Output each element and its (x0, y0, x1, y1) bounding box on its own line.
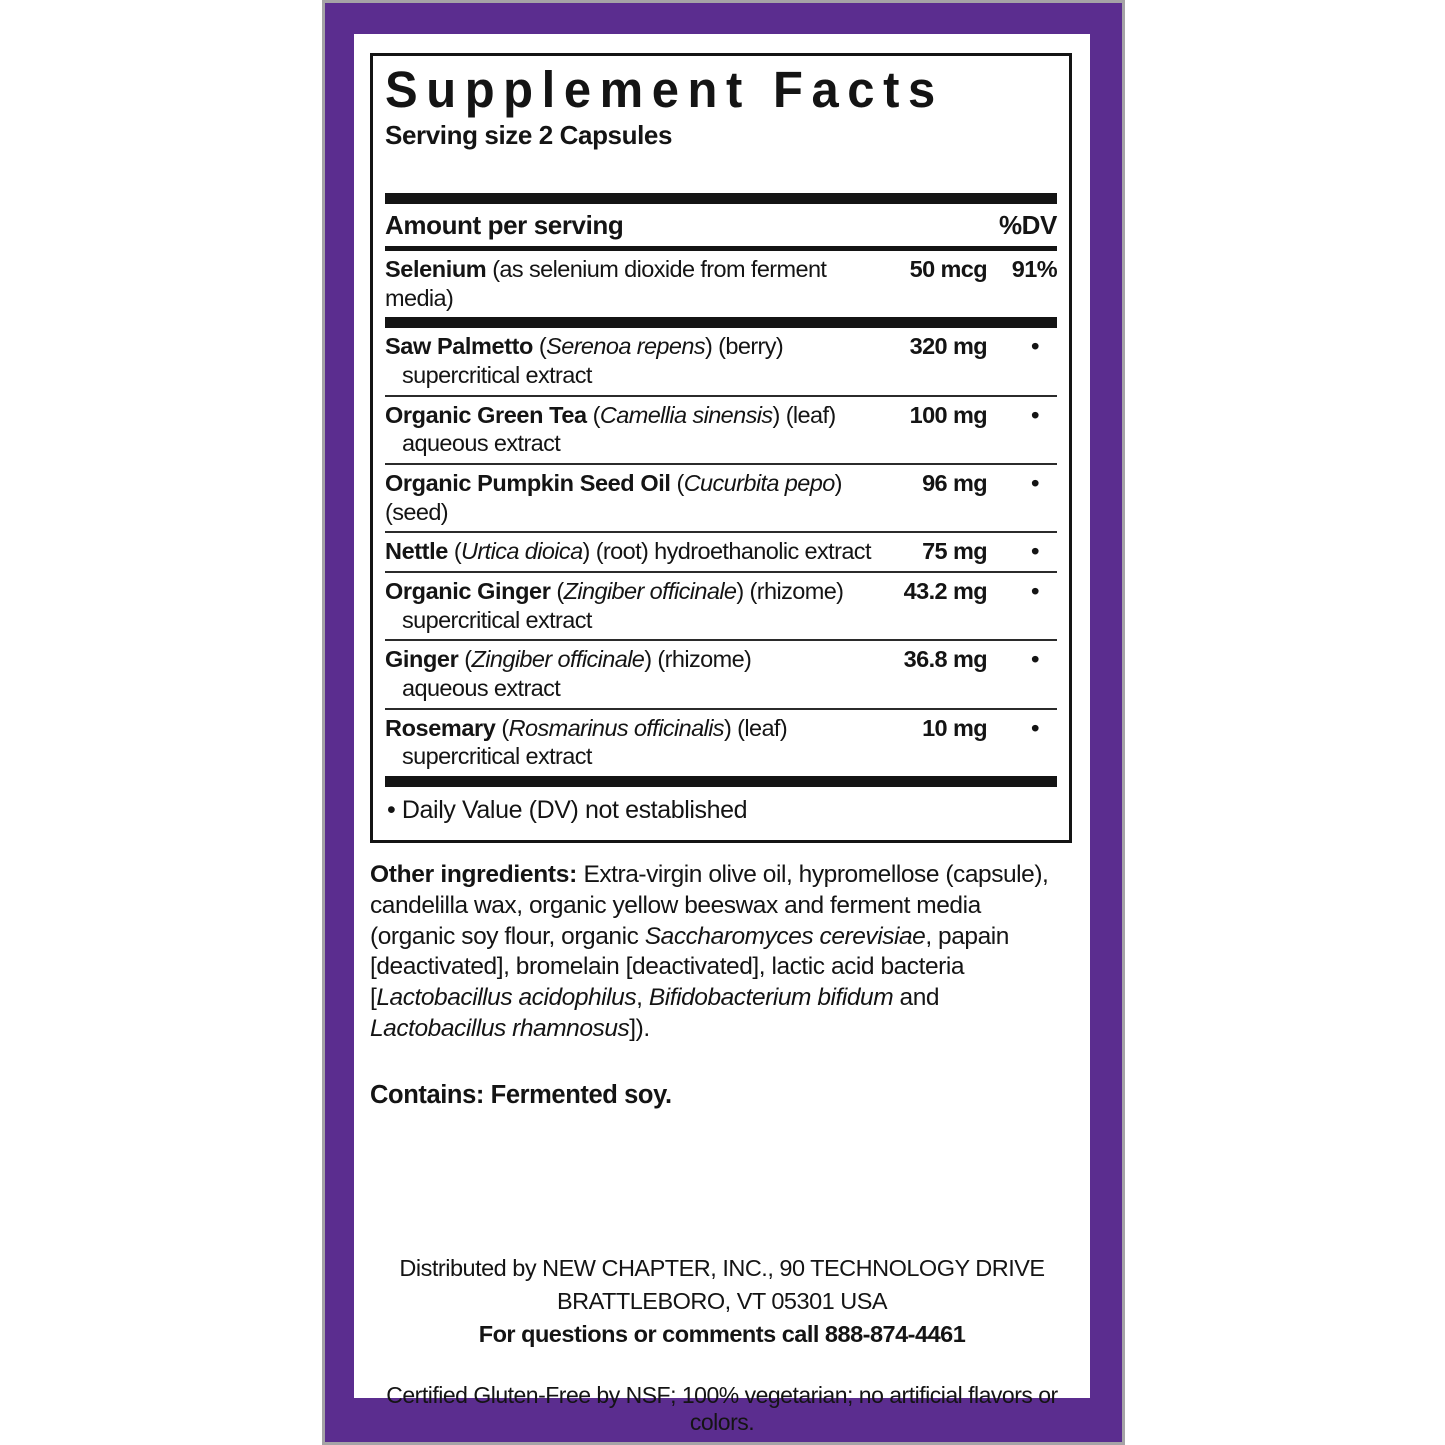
paren-open: ( (550, 577, 564, 604)
paren-open: ( (458, 646, 472, 673)
distributor-line1: Distributed by NEW CHAPTER, INC., 90 TECHNOLOGY DRIVE (399, 1255, 1045, 1282)
divider-bar-mid (385, 317, 1057, 328)
ingredient-row-nettle (385, 531, 1057, 571)
latin-name: Zingiber officinale (563, 577, 737, 604)
latin-name: Urtica dioica (461, 538, 583, 565)
ingredient-name: Organic Ginger (385, 577, 551, 604)
ingredient-name-cell (385, 577, 899, 634)
serving-size: Serving size 2 Capsules (385, 120, 673, 151)
ingredient-dv-bullet: • (1031, 577, 1039, 604)
other-ingredients-text: , (636, 984, 649, 1012)
other-ingredients-label: Other ingredients: (370, 860, 584, 888)
paren-open: ( (533, 333, 547, 360)
ingredient-name-cell (385, 469, 899, 526)
ingredient-row-organic-ginger (385, 571, 1057, 639)
ingredient-name-cell (385, 332, 899, 389)
amount-per-serving-header: Amount per serving (385, 210, 624, 241)
ingredient-name: Ginger (385, 646, 459, 673)
ingredient-description: (as selenium dioxide from ferment media) (385, 256, 827, 311)
other-ingredients-paragraph (370, 860, 1060, 1045)
divider-bar-bottom (385, 776, 1057, 787)
label-purple-frame (322, 0, 1125, 1445)
ingredient-name-cell (385, 537, 899, 566)
latin-name: Saccharomyces cerevisiae (644, 922, 926, 950)
ingredient-name: Organic Pumpkin Seed Oil (385, 469, 671, 496)
ingredient-amount: 100 mg (909, 401, 987, 428)
ingredient-name: Organic Green Tea (385, 401, 587, 428)
ingredient-dv-bullet: • (1031, 646, 1039, 673)
ingredient-amount: 10 mg (922, 714, 987, 741)
other-ingredients-text: ]). (629, 1015, 650, 1043)
ingredient-amount: 43.2 mg (903, 577, 987, 604)
ingredient-dv-bullet: • (1031, 538, 1039, 565)
extract-type: aqueous extract (402, 674, 561, 701)
ingredient-name: Saw Palmetto (385, 333, 533, 360)
ingredient-row-ginger (385, 639, 1057, 707)
latin-name: Lactobacillus acidophilus (376, 984, 637, 1012)
ingredient-name-cell (385, 401, 899, 458)
ingredient-amount: 36.8 mg (903, 646, 987, 673)
ingredient-name: Nettle (385, 538, 448, 565)
label-body (354, 34, 1090, 1435)
ingredient-amount: 96 mg (922, 469, 987, 496)
ingredient-amount: 320 mg (909, 333, 987, 360)
ingredient-name: Rosemary (385, 714, 496, 741)
other-ingredients-text: , papain [deactivated], bromelain [deactivated], lactic acid bacteria [ (370, 922, 1009, 1012)
extract-type: aqueous extract (402, 430, 561, 457)
ingredient-dv-bullet: • (1031, 469, 1039, 496)
percent-dv-header: %DV (998, 210, 1057, 241)
ingredient-amount: 75 mg (922, 538, 987, 565)
extract-type: supercritical extract (402, 362, 592, 388)
latin-name: Zingiber officinale (471, 646, 645, 673)
ingredient-description: ) (berry) (705, 333, 784, 360)
ingredient-description: ) (rhizome) (736, 577, 844, 604)
latin-name: Serenoa repens (546, 333, 705, 360)
ingredient-name-cell (385, 645, 899, 702)
extract-type: supercritical extract (402, 606, 592, 633)
ingredient-name: Selenium (385, 256, 487, 283)
latin-name: Cucurbita pepo (683, 469, 835, 496)
paren-open: ( (586, 401, 600, 428)
paren-open: ( (495, 714, 509, 741)
ingredient-description: ) (leaf) (723, 714, 788, 741)
column-header-row (385, 204, 1057, 246)
ingredient-row-rosemary (385, 708, 1057, 776)
dv-footnote: • Daily Value (DV) not established (387, 795, 748, 824)
other-ingredients-text: Extra-virgin olive oil, hypromellose (capsule), candelilla wax, organic yellow beeswax and ferment media (organic soy flour, organic (370, 860, 1049, 950)
paren-open: ( (447, 538, 462, 565)
supplement-facts-panel (370, 53, 1072, 843)
ingredient-name-cell (385, 714, 899, 771)
ingredient-row-selenium (385, 251, 1057, 317)
ingredient-row-pumpkin-seed-oil (385, 463, 1057, 531)
ingredient-amount: 50 mcg (909, 256, 987, 283)
distributor-line2: BRATTLEBORO, VT 05301 USA (556, 1287, 888, 1314)
ingredient-row-green-tea (385, 395, 1057, 463)
ingredient-row-saw-palmetto (385, 328, 1057, 394)
distributor-block (354, 1252, 1090, 1351)
extract-type: supercritical extract (402, 743, 592, 770)
ingredient-name-cell (385, 255, 899, 312)
latin-name: Lactobacillus rhamnosus (370, 1015, 630, 1043)
ingredient-rows (385, 328, 1057, 776)
ingredient-dv-bullet: • (1031, 714, 1039, 741)
latin-name: Bifidobacterium bifidum (648, 984, 894, 1012)
paren-open: ( (670, 469, 684, 496)
phone-line: For questions or comments call 888-874-4461 (478, 1320, 966, 1347)
ingredient-description: ) (rhizome) (644, 646, 752, 673)
latin-name: Rosmarinus officinalis (508, 714, 724, 741)
latin-name: Camellia sinensis (599, 401, 773, 428)
divider-bar-top (385, 193, 1057, 204)
ingredient-description: ) (seed) (385, 469, 842, 525)
ingredient-dv-bullet: • (1031, 401, 1039, 428)
spacer (385, 151, 1057, 193)
other-ingredients-text: and (893, 984, 940, 1012)
ingredient-description: ) (root) hydroethanolic extract (582, 538, 871, 565)
ingredient-description: ) (leaf) (772, 401, 836, 428)
allergen-statement: Contains: Fermented soy. (370, 1081, 672, 1110)
ingredient-dv: 91% (1011, 256, 1057, 283)
certification-line: Certified Gluten-Free by NSF; 100% vegetarian; no artificial flavors or colors. (386, 1381, 1058, 1435)
ingredient-dv-bullet: • (1031, 333, 1039, 360)
panel-title: Supplement Facts (385, 61, 944, 118)
